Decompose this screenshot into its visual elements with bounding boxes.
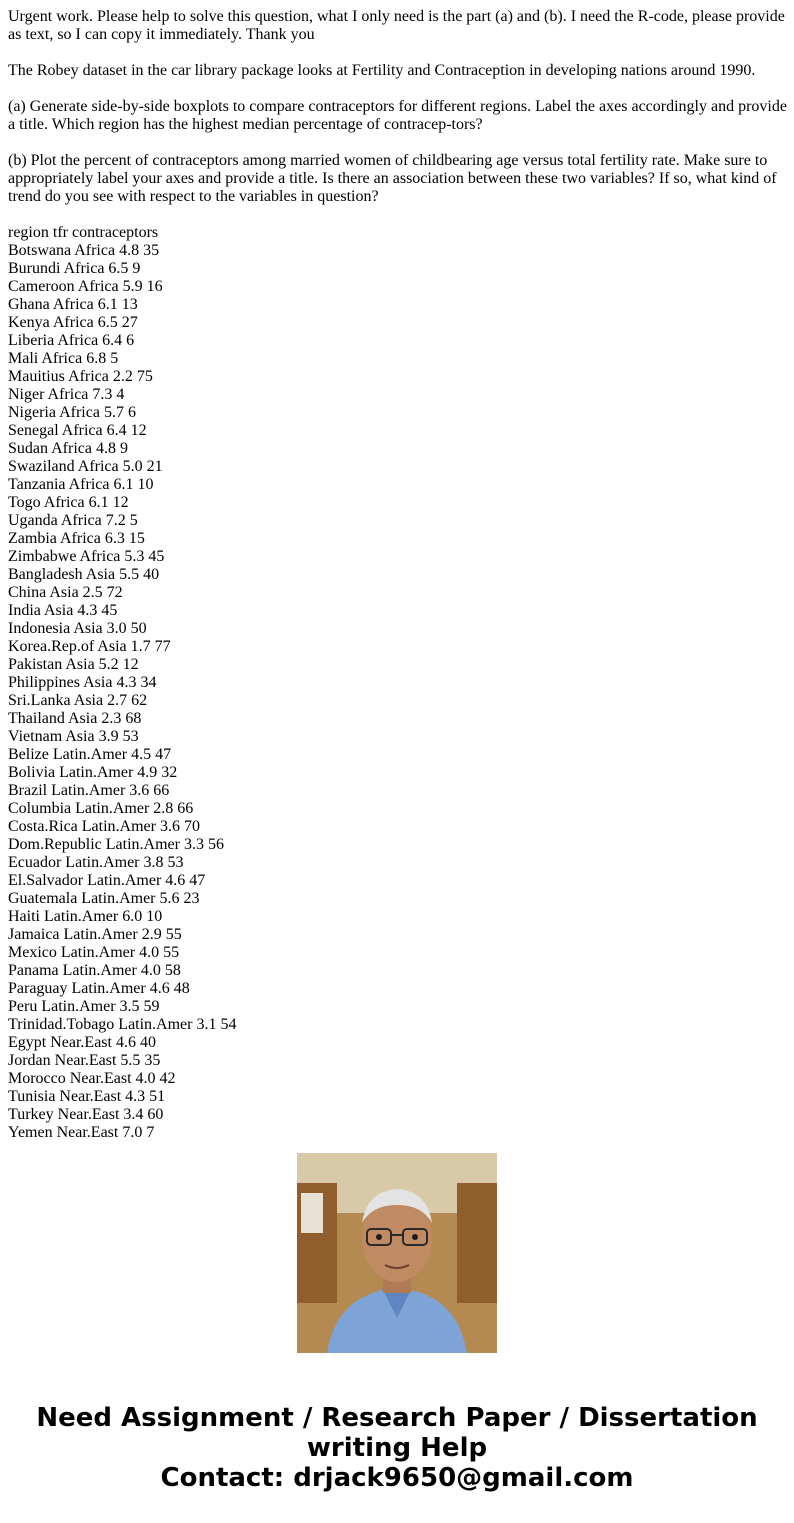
data-row: Kenya Africa 6.5 27 <box>8 314 138 331</box>
data-row: Nigeria Africa 5.7 6 <box>8 404 136 421</box>
data-row: El.Salvador Latin.Amer 4.6 47 <box>8 872 206 889</box>
data-row: Mauitius Africa 2.2 75 <box>8 368 153 385</box>
data-row: Tanzania Africa 6.1 10 <box>8 476 154 493</box>
data-row: Trinidad.Tobago Latin.Amer 3.1 54 <box>8 1016 237 1033</box>
data-row: Pakistan Asia 5.2 12 <box>8 656 139 673</box>
data-row: Senegal Africa 6.4 12 <box>8 422 147 439</box>
data-row: Philippines Asia 4.3 34 <box>8 674 157 691</box>
dataset-listing <box>8 224 790 1141</box>
person-photo-icon <box>297 1153 497 1353</box>
data-row: Liberia Africa 6.4 6 <box>8 332 135 349</box>
data-row: Zambia Africa 6.3 15 <box>8 530 145 547</box>
part-a-paragraph: (a) Generate side-by-side boxplots to compare contraceptors for different regions. Label the axes accordingly and provide a title. Which region has the highest median percentage of contracep-tors? <box>8 98 787 133</box>
data-row: Sudan Africa 4.8 9 <box>8 440 128 457</box>
data-row: Korea.Rep.of Asia 1.7 77 <box>8 638 171 655</box>
data-row: Yemen Near.East 7.0 7 <box>8 1124 155 1141</box>
dataset-rows <box>8 242 790 1142</box>
data-row: Ghana Africa 6.1 13 <box>8 296 138 313</box>
data-row: Ecuador Latin.Amer 3.8 53 <box>8 854 184 871</box>
data-row: Indonesia Asia 3.0 50 <box>8 620 147 637</box>
author-avatar <box>297 1153 497 1353</box>
data-row: Niger Africa 7.3 4 <box>8 386 125 403</box>
data-row: Morocco Near.East 4.0 42 <box>8 1070 176 1087</box>
data-row: Bangladesh Asia 5.5 40 <box>8 566 160 583</box>
data-row: Zimbabwe Africa 5.3 45 <box>8 548 165 565</box>
data-row: Panama Latin.Amer 4.0 58 <box>8 962 181 979</box>
data-row: Jordan Near.East 5.5 35 <box>8 1052 161 1069</box>
data-row: Belize Latin.Amer 4.5 47 <box>8 746 172 763</box>
data-row: Botswana Africa 4.8 35 <box>8 242 160 259</box>
data-row: Uganda Africa 7.2 5 <box>8 512 138 529</box>
data-row: Haiti Latin.Amer 6.0 10 <box>8 908 163 925</box>
data-row: Togo Africa 6.1 12 <box>8 494 129 511</box>
data-row: China Asia 2.5 72 <box>8 584 123 601</box>
promo-line-2: writing Help <box>306 1433 488 1463</box>
promo-banner <box>0 1403 794 1493</box>
data-row: Burundi Africa 6.5 9 <box>8 260 141 277</box>
data-row: Cameroon Africa 5.9 16 <box>8 278 163 295</box>
data-row: Thailand Asia 2.3 68 <box>8 710 142 727</box>
data-row: Jamaica Latin.Amer 2.9 55 <box>8 926 182 943</box>
data-row: Dom.Republic Latin.Amer 3.3 56 <box>8 836 224 853</box>
data-row: Peru Latin.Amer 3.5 59 <box>8 998 160 1015</box>
data-row: Costa.Rica Latin.Amer 3.6 70 <box>8 818 200 835</box>
data-row: Brazil Latin.Amer 3.6 66 <box>8 782 170 799</box>
data-row: Columbia Latin.Amer 2.8 66 <box>8 800 194 817</box>
data-row: India Asia 4.3 45 <box>8 602 118 619</box>
data-row: Bolivia Latin.Amer 4.9 32 <box>8 764 178 781</box>
data-row: Mali Africa 6.8 5 <box>8 350 119 367</box>
intro-paragraph: Urgent work. Please help to solve this question, what I only need is the part (a) and (b). I need the R-code, please provide as text, so I can copy it immediately. Thank you <box>8 8 785 43</box>
part-b-paragraph: (b) Plot the percent of contraceptors among married women of childbearing age versus total fertility rate. Make sure to appropriately label your axes and provide a title. Is there an association between these two variables? If so, what kind of trend do you see with respect to the variables in question? <box>8 152 777 205</box>
data-row: Mexico Latin.Amer 4.0 55 <box>8 944 180 961</box>
data-row: Vietnam Asia 3.9 53 <box>8 728 139 745</box>
question-text <box>8 8 790 1141</box>
data-row: Turkey Near.East 3.4 60 <box>8 1106 164 1123</box>
dataset-header: region tfr contraceptors <box>8 224 159 241</box>
data-row: Sri.Lanka Asia 2.7 62 <box>8 692 148 709</box>
promo-line-1: Need Assignment / Research Paper / Dissertation <box>36 1403 758 1433</box>
data-row: Egypt Near.East 4.6 40 <box>8 1034 156 1051</box>
data-row: Paraguay Latin.Amer 4.6 48 <box>8 980 190 997</box>
data-row: Guatemala Latin.Amer 5.6 23 <box>8 890 200 907</box>
promo-contact: Contact: drjack9650@gmail.com <box>160 1463 634 1493</box>
data-row: Tunisia Near.East 4.3 51 <box>8 1088 166 1105</box>
data-row: Swaziland Africa 5.0 21 <box>8 458 163 475</box>
dataset-description: The Robey dataset in the car library package looks at Fertility and Contraception in developing nations around 1990. <box>8 62 756 79</box>
